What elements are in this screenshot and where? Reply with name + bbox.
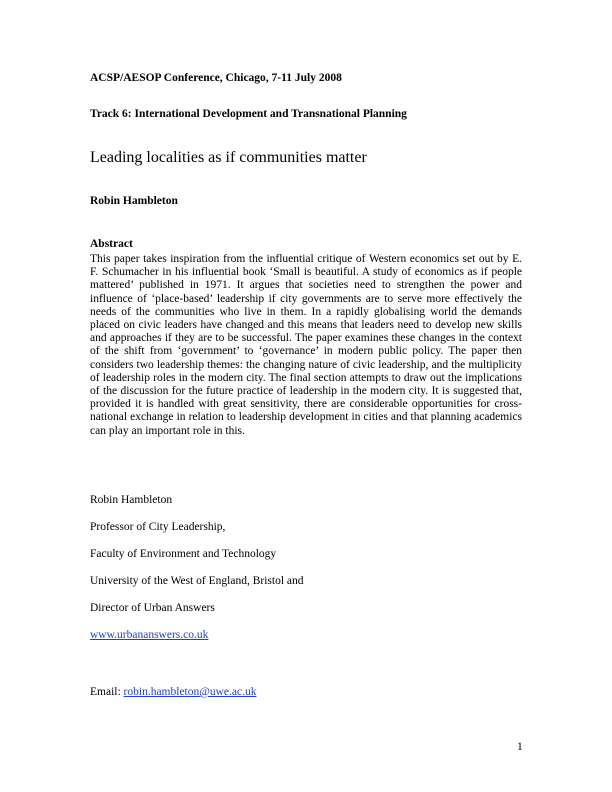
email-label: Email: [90, 686, 124, 698]
affiliation-university: University of the West of England, Bristol and [90, 575, 304, 587]
website-link[interactable]: www.urbananswers.co.uk [90, 629, 209, 641]
email-line [90, 686, 256, 698]
affiliation-faculty: Faculty of Environment and Technology [90, 548, 277, 560]
affiliation-position: Professor of City Leadership, [90, 521, 226, 533]
abstract-text: This paper takes inspiration from the influential critique of Western economics set out by E. F. Schumacher in his influential book ‘Small is beautiful. A study of economics as if people mattered’ published in 1971. It argues that societies need to strengthen the power and influence of ‘place-based’ leadership if city governments are to serve more effectively the needs of the communities who live in them. In a rapidly globalising world the demands placed on civic leaders have changed and this means that leaders need to develop new skills and approaches if they are to be successful. The paper examines these changes in the context of the shift from ‘government’ to ‘governance’ in modern public policy. The paper then considers two leadership themes: the changing nature of civic leadership, and the multiplicity of leadership roles in the modern city. The final section attempts to draw out the implications of the discussion for the future practice of leadership in the modern city. It is suggested that, provided it is handled with great sensitivity, there are considerable opportunities for cross-national exchange in relation to leadership development in cities and that planning academics can play an important role in this. [90, 253, 522, 437]
paper-title: Leading localities as if communities matter [90, 149, 367, 166]
email-link[interactable]: robin.hambleton@uwe.ac.uk [123, 686, 257, 698]
author-name: Robin Hambleton [90, 195, 178, 207]
abstract-heading: Abstract [90, 238, 133, 250]
affiliation-name: Robin Hambleton [90, 494, 173, 506]
abstract-body [90, 253, 522, 438]
website-line [90, 629, 208, 641]
track-line: Track 6: International Development and Transnational Planning [90, 108, 407, 120]
conference-line: ACSP/AESOP Conference, Chicago, 7-11 July 2008 [90, 72, 342, 84]
page-number: 1 [517, 741, 523, 753]
affiliation-director: Director of Urban Answers [90, 602, 215, 614]
